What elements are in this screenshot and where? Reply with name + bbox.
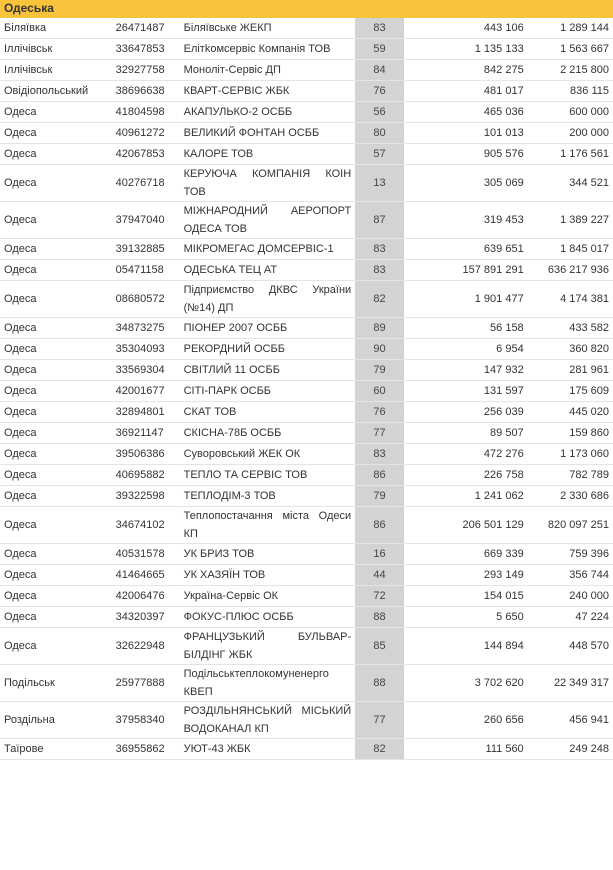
table-row — [0, 544, 613, 565]
table-row — [0, 318, 613, 339]
company-name-cell: ВЕЛИКИЙ ФОНТАН ОСББ — [180, 123, 356, 144]
code-cell: 32927758 — [112, 60, 180, 81]
score-cell: 79 — [355, 486, 404, 507]
company-name-cell: МІКРОМЕГАС ДОМСЕРВІС-1 — [180, 239, 356, 260]
score-cell: 88 — [355, 665, 404, 702]
value1-cell: 472 276 — [404, 444, 528, 465]
value1-cell: 443 106 — [404, 18, 528, 39]
table-row — [0, 739, 613, 760]
city-cell: Одеса — [0, 202, 112, 239]
value1-cell: 5 650 — [404, 607, 528, 628]
score-cell: 90 — [355, 339, 404, 360]
score-cell: 84 — [355, 60, 404, 81]
table-row — [0, 507, 613, 544]
value1-cell: 206 501 129 — [404, 507, 528, 544]
value2-cell: 1 845 017 — [528, 239, 613, 260]
value2-cell: 4 174 381 — [528, 281, 613, 318]
value2-cell: 448 570 — [528, 628, 613, 665]
value1-cell: 6 954 — [404, 339, 528, 360]
value2-cell: 175 609 — [528, 381, 613, 402]
value1-cell: 1 135 133 — [404, 39, 528, 60]
city-cell: Одеса — [0, 144, 112, 165]
city-cell: Одеса — [0, 360, 112, 381]
value2-cell: 600 000 — [528, 102, 613, 123]
value1-cell: 1 241 062 — [404, 486, 528, 507]
score-cell: 79 — [355, 360, 404, 381]
table-row — [0, 260, 613, 281]
value1-cell: 639 651 — [404, 239, 528, 260]
company-name-cell: СКІСНА-78Б ОСББ — [180, 423, 356, 444]
value2-cell: 433 582 — [528, 318, 613, 339]
table-row — [0, 586, 613, 607]
value1-cell: 293 149 — [404, 565, 528, 586]
company-name-cell: СІТІ-ПАРК ОСББ — [180, 381, 356, 402]
city-cell: Одеса — [0, 102, 112, 123]
table-row — [0, 465, 613, 486]
company-name-cell: УК БРИЗ ТОВ — [180, 544, 356, 565]
code-cell: 40276718 — [112, 165, 180, 202]
table-row — [0, 144, 613, 165]
value2-cell: 636 217 936 — [528, 260, 613, 281]
score-cell: 88 — [355, 607, 404, 628]
company-name-cell: Біляївське ЖЕКП — [180, 18, 356, 39]
value1-cell: 669 339 — [404, 544, 528, 565]
code-cell: 38696638 — [112, 81, 180, 102]
company-name-cell: ОДЕСЬКА ТЕЦ АТ — [180, 260, 356, 281]
company-name-cell: КАЛОРЕ ТОВ — [180, 144, 356, 165]
table-row — [0, 239, 613, 260]
code-cell: 33647853 — [112, 39, 180, 60]
value2-cell: 820 097 251 — [528, 507, 613, 544]
value1-cell: 147 932 — [404, 360, 528, 381]
score-cell: 77 — [355, 423, 404, 444]
code-cell: 41464665 — [112, 565, 180, 586]
city-cell: Одеса — [0, 339, 112, 360]
value1-cell: 154 015 — [404, 586, 528, 607]
code-cell: 42006476 — [112, 586, 180, 607]
value2-cell: 356 744 — [528, 565, 613, 586]
city-cell: Одеса — [0, 260, 112, 281]
table-row — [0, 102, 613, 123]
company-name-cell: КВАРТ-СЕРВІС ЖБК — [180, 81, 356, 102]
code-cell: 08680572 — [112, 281, 180, 318]
value2-cell: 1 289 144 — [528, 18, 613, 39]
table-row — [0, 702, 613, 739]
city-cell: Іллічівськ — [0, 39, 112, 60]
score-cell: 60 — [355, 381, 404, 402]
score-cell: 86 — [355, 507, 404, 544]
score-cell: 89 — [355, 318, 404, 339]
city-cell: Одеса — [0, 507, 112, 544]
value1-cell: 101 013 — [404, 123, 528, 144]
company-name-cell: Теплопостачання міста Одеси КП — [180, 507, 356, 544]
data-table — [0, 18, 613, 760]
score-cell: 85 — [355, 628, 404, 665]
company-name-cell: КЕРУЮЧА КОМПАНІЯ КОІН ТОВ — [180, 165, 356, 202]
company-name-cell: УК ХАЗЯЇН ТОВ — [180, 565, 356, 586]
code-cell: 39322598 — [112, 486, 180, 507]
company-name-cell: РОЗДІЛЬНЯНСЬКИЙ МІСЬКИЙ ВОДОКАНАЛ КП — [180, 702, 356, 739]
value2-cell: 2 215 800 — [528, 60, 613, 81]
score-cell: 83 — [355, 260, 404, 281]
city-cell: Одеса — [0, 239, 112, 260]
city-cell: Одеса — [0, 544, 112, 565]
code-cell: 34873275 — [112, 318, 180, 339]
value1-cell: 319 453 — [404, 202, 528, 239]
value2-cell: 159 860 — [528, 423, 613, 444]
code-cell: 36921147 — [112, 423, 180, 444]
company-name-cell: УЮТ-43 ЖБК — [180, 739, 356, 760]
score-cell: 56 — [355, 102, 404, 123]
value1-cell: 226 758 — [404, 465, 528, 486]
score-cell: 87 — [355, 202, 404, 239]
code-cell: 34674102 — [112, 507, 180, 544]
value2-cell: 1 563 667 — [528, 39, 613, 60]
value2-cell: 1 389 227 — [528, 202, 613, 239]
score-cell: 13 — [355, 165, 404, 202]
value1-cell: 89 507 — [404, 423, 528, 444]
company-name-cell: ФОКУС-ПЛЮС ОСББ — [180, 607, 356, 628]
value1-cell: 144 894 — [404, 628, 528, 665]
code-cell: 40531578 — [112, 544, 180, 565]
score-cell: 57 — [355, 144, 404, 165]
company-name-cell: Україна-Сервіс ОК — [180, 586, 356, 607]
table-row — [0, 665, 613, 702]
code-cell: 35304093 — [112, 339, 180, 360]
value1-cell: 842 275 — [404, 60, 528, 81]
value2-cell: 782 789 — [528, 465, 613, 486]
table-row — [0, 18, 613, 39]
table-row — [0, 486, 613, 507]
table-row — [0, 607, 613, 628]
table-row — [0, 381, 613, 402]
score-cell: 80 — [355, 123, 404, 144]
city-cell: Одеса — [0, 381, 112, 402]
city-cell: Одеса — [0, 318, 112, 339]
city-cell: Роздільна — [0, 702, 112, 739]
value1-cell: 481 017 — [404, 81, 528, 102]
value2-cell: 445 020 — [528, 402, 613, 423]
value2-cell: 2 330 686 — [528, 486, 613, 507]
city-cell: Іллічівськ — [0, 60, 112, 81]
city-cell: Одеса — [0, 565, 112, 586]
value2-cell: 456 941 — [528, 702, 613, 739]
value2-cell: 360 820 — [528, 339, 613, 360]
code-cell: 37958340 — [112, 702, 180, 739]
table-row — [0, 628, 613, 665]
city-cell: Одеса — [0, 423, 112, 444]
score-cell: 72 — [355, 586, 404, 607]
company-name-cell: СКАТ ТОВ — [180, 402, 356, 423]
code-cell: 37947040 — [112, 202, 180, 239]
code-cell: 39132885 — [112, 239, 180, 260]
table-row — [0, 281, 613, 318]
value1-cell: 260 656 — [404, 702, 528, 739]
value2-cell: 1 173 060 — [528, 444, 613, 465]
value1-cell: 56 158 — [404, 318, 528, 339]
company-name-cell: ТЕПЛОДІМ-3 ТОВ — [180, 486, 356, 507]
value1-cell: 111 560 — [404, 739, 528, 760]
value2-cell: 759 396 — [528, 544, 613, 565]
city-cell: Біляївка — [0, 18, 112, 39]
code-cell: 32894801 — [112, 402, 180, 423]
table-row — [0, 565, 613, 586]
code-cell: 34320397 — [112, 607, 180, 628]
value2-cell: 47 224 — [528, 607, 613, 628]
company-name-cell: Підприємство ДКВС України (№14) ДП — [180, 281, 356, 318]
code-cell: 33569304 — [112, 360, 180, 381]
city-cell: Одеса — [0, 281, 112, 318]
company-name-cell: ПІОНЕР 2007 ОСББ — [180, 318, 356, 339]
score-cell: 83 — [355, 444, 404, 465]
score-cell: 59 — [355, 39, 404, 60]
city-cell: Одеса — [0, 586, 112, 607]
company-name-cell: Суворовський ЖЕК ОК — [180, 444, 356, 465]
table-row — [0, 81, 613, 102]
score-cell: 82 — [355, 739, 404, 760]
score-cell: 83 — [355, 239, 404, 260]
score-cell: 76 — [355, 402, 404, 423]
score-cell: 76 — [355, 81, 404, 102]
table-row — [0, 339, 613, 360]
table-row — [0, 402, 613, 423]
table-row — [0, 202, 613, 239]
value1-cell: 131 597 — [404, 381, 528, 402]
value2-cell: 836 115 — [528, 81, 613, 102]
city-cell: Одеса — [0, 123, 112, 144]
value2-cell: 1 176 561 — [528, 144, 613, 165]
city-cell: Одеса — [0, 465, 112, 486]
table-row — [0, 60, 613, 81]
city-cell: Таїрове — [0, 739, 112, 760]
table-row — [0, 423, 613, 444]
city-cell: Одеса — [0, 402, 112, 423]
value1-cell: 3 702 620 — [404, 665, 528, 702]
company-name-cell: СВІТЛИЙ 11 ОСББ — [180, 360, 356, 381]
value2-cell: 200 000 — [528, 123, 613, 144]
code-cell: 25977888 — [112, 665, 180, 702]
city-cell: Подільськ — [0, 665, 112, 702]
city-cell: Одеса — [0, 444, 112, 465]
value1-cell: 256 039 — [404, 402, 528, 423]
table-row — [0, 165, 613, 202]
code-cell: 42067853 — [112, 144, 180, 165]
company-name-cell: АКАПУЛЬКО-2 ОСББ — [180, 102, 356, 123]
value2-cell: 249 248 — [528, 739, 613, 760]
company-name-cell: Елітkомсервіс Компанія ТОВ — [180, 39, 356, 60]
score-cell: 16 — [355, 544, 404, 565]
region-header: Одеська — [0, 0, 613, 18]
table-row — [0, 123, 613, 144]
code-cell: 36955862 — [112, 739, 180, 760]
company-name-cell: ТЕПЛО ТА СЕРВІС ТОВ — [180, 465, 356, 486]
company-name-cell: Подільськтеплокомуненерго КВЕП — [180, 665, 356, 702]
code-cell: 32622948 — [112, 628, 180, 665]
table-row — [0, 39, 613, 60]
city-cell: Одеса — [0, 165, 112, 202]
city-cell: Овідіопольський — [0, 81, 112, 102]
code-cell: 40695882 — [112, 465, 180, 486]
code-cell: 05471158 — [112, 260, 180, 281]
score-cell: 44 — [355, 565, 404, 586]
company-name-cell: РЕКОРДНИЙ ОСББ — [180, 339, 356, 360]
value1-cell: 1 901 477 — [404, 281, 528, 318]
code-cell: 26471487 — [112, 18, 180, 39]
table-row — [0, 444, 613, 465]
score-cell: 82 — [355, 281, 404, 318]
score-cell: 77 — [355, 702, 404, 739]
value2-cell: 240 000 — [528, 586, 613, 607]
company-name-cell: ФРАНЦУЗЬКИЙ БУЛЬВАР-БІЛДІНГ ЖБК — [180, 628, 356, 665]
value1-cell: 905 576 — [404, 144, 528, 165]
value1-cell: 305 069 — [404, 165, 528, 202]
city-cell: Одеса — [0, 628, 112, 665]
score-cell: 83 — [355, 18, 404, 39]
code-cell: 40961272 — [112, 123, 180, 144]
value2-cell: 22 349 317 — [528, 665, 613, 702]
city-cell: Одеса — [0, 486, 112, 507]
city-cell: Одеса — [0, 607, 112, 628]
table-row — [0, 360, 613, 381]
value2-cell: 281 961 — [528, 360, 613, 381]
score-cell: 86 — [355, 465, 404, 486]
value1-cell: 157 891 291 — [404, 260, 528, 281]
code-cell: 39506386 — [112, 444, 180, 465]
code-cell: 41804598 — [112, 102, 180, 123]
company-name-cell: МІЖНАРОДНИЙ АЕРОПОРТ ОДЕСА ТОВ — [180, 202, 356, 239]
company-name-cell: Моноліт-Сервіс ДП — [180, 60, 356, 81]
code-cell: 42001677 — [112, 381, 180, 402]
value2-cell: 344 521 — [528, 165, 613, 202]
value1-cell: 465 036 — [404, 102, 528, 123]
